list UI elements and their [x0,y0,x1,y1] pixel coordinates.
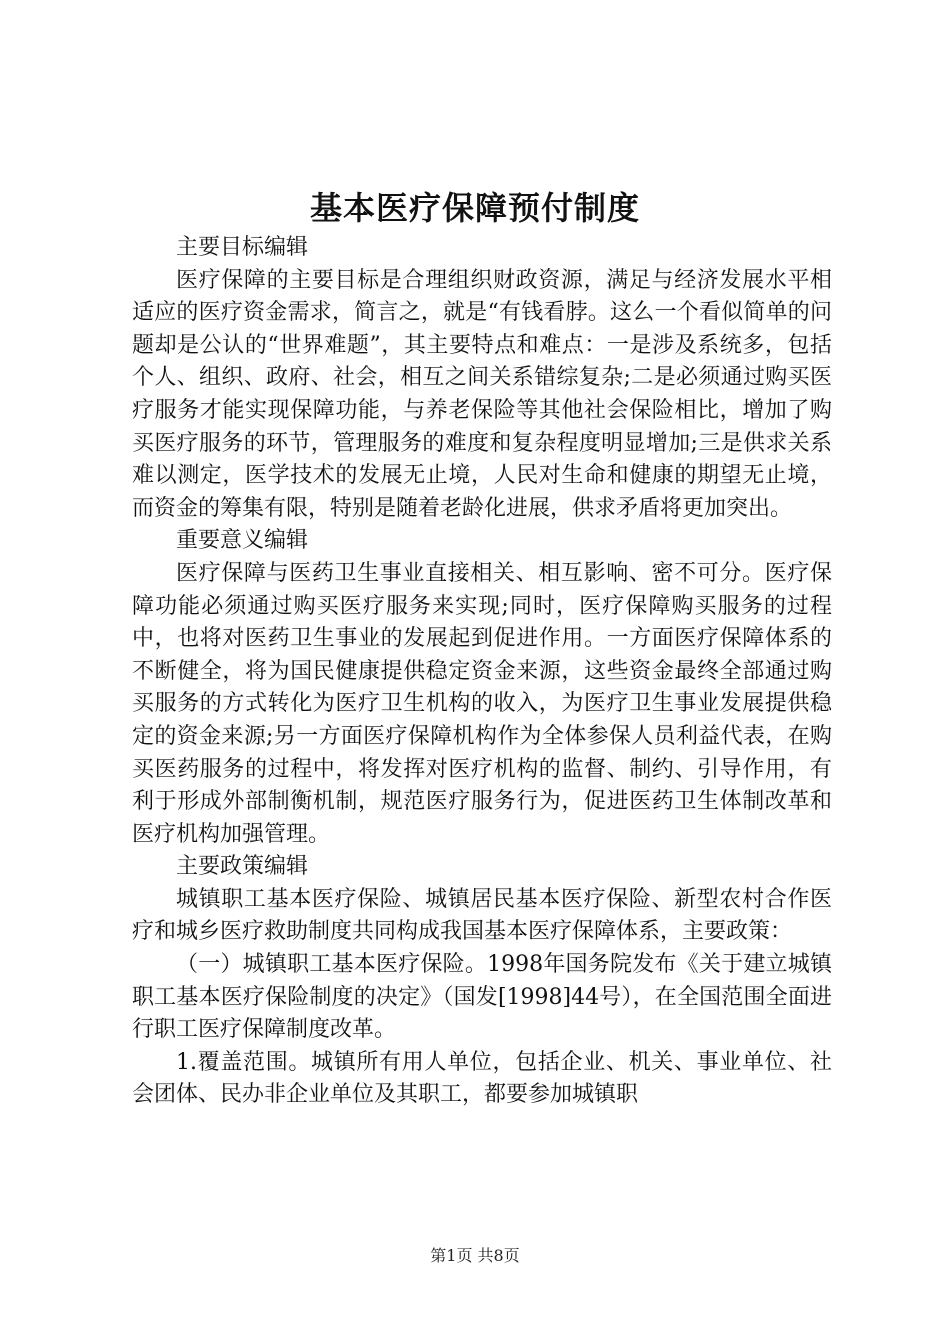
paragraph-goals: 医疗保障的主要目标是合理组织财政资源，满足与经济发展水平相适应的医疗资金需求，简言之，就是“有钱看脖。这么一个看似简单的问题却是公认的“世界难题”，其主要特点和难点：一是涉及系统多，包括个人、组织、政府、社会，相互之间关系错综复杂;二是必须通过购买医疗服务才能实现保障功能，与养老保险等其他社会保险相比，增加了购买医疗服务的环节，管理服务的难度和复杂程度明显增加;三是供求关系难以测定，医学技术的发展无止境，人民对生命和健康的期望无止境，而资金的筹集有限，特别是随着老龄化进展，供求矛盾将更加突出。 [132,267,832,521]
paragraph-significance: 医疗保障与医药卫生事业直接相关、相互影响、密不可分。医疗保障功能必须通过购买医疗服务来实现;同时，医疗保障购买服务的过程中，也将对医药卫生事业的发展起到促进作用。一方面医疗保障体系的不断健全，将为国民健康提供稳定资金来源，这些资金最终全部通过购买服务的方式转化为医疗卫生机构的收入，为医疗卫生事业发展提供稳定的资金来源;另一方面医疗保障机构作为全体参保人员利益代表，在购买医药服务的过程中，将发挥对医疗机构的监督、制约、引导作用，有利于形成外部制衡机制，规范医疗服务行为，促进医药卫生体制改革和医疗机构加强管理。 [132,560,832,847]
document-body [132,232,832,1112]
paragraph-coverage: 1.覆盖范围。城镇所有用人单位，包括企业、机关、事业单位、社会团体、民办非企业单位及其职工，都要参加城镇职 [132,1049,832,1108]
section-heading-goals: 主要目标编辑 [176,235,309,260]
document-title: 基本医疗保障预付制度 [309,189,640,227]
page-footer: 第1页 共8页 [430,1246,520,1265]
section-heading-policies: 主要政策编辑 [176,854,309,880]
paragraph-policies-intro: 城镇职工基本医疗保险、城镇居民基本医疗保险、新型农村合作医疗和城乡医疗救助制度共同构成我国基本医疗保障体系，主要政策： [132,886,832,945]
section-heading-significance: 重要意义编辑 [176,528,309,554]
paragraph-policy-1: （一）城镇职工基本医疗保险。1998年国务院发布《关于建立城镇职工基本医疗保险制度的决定》（国发[1998]44号），在全国范围全面进行职工医疗保障制度改革。 [132,952,832,1043]
